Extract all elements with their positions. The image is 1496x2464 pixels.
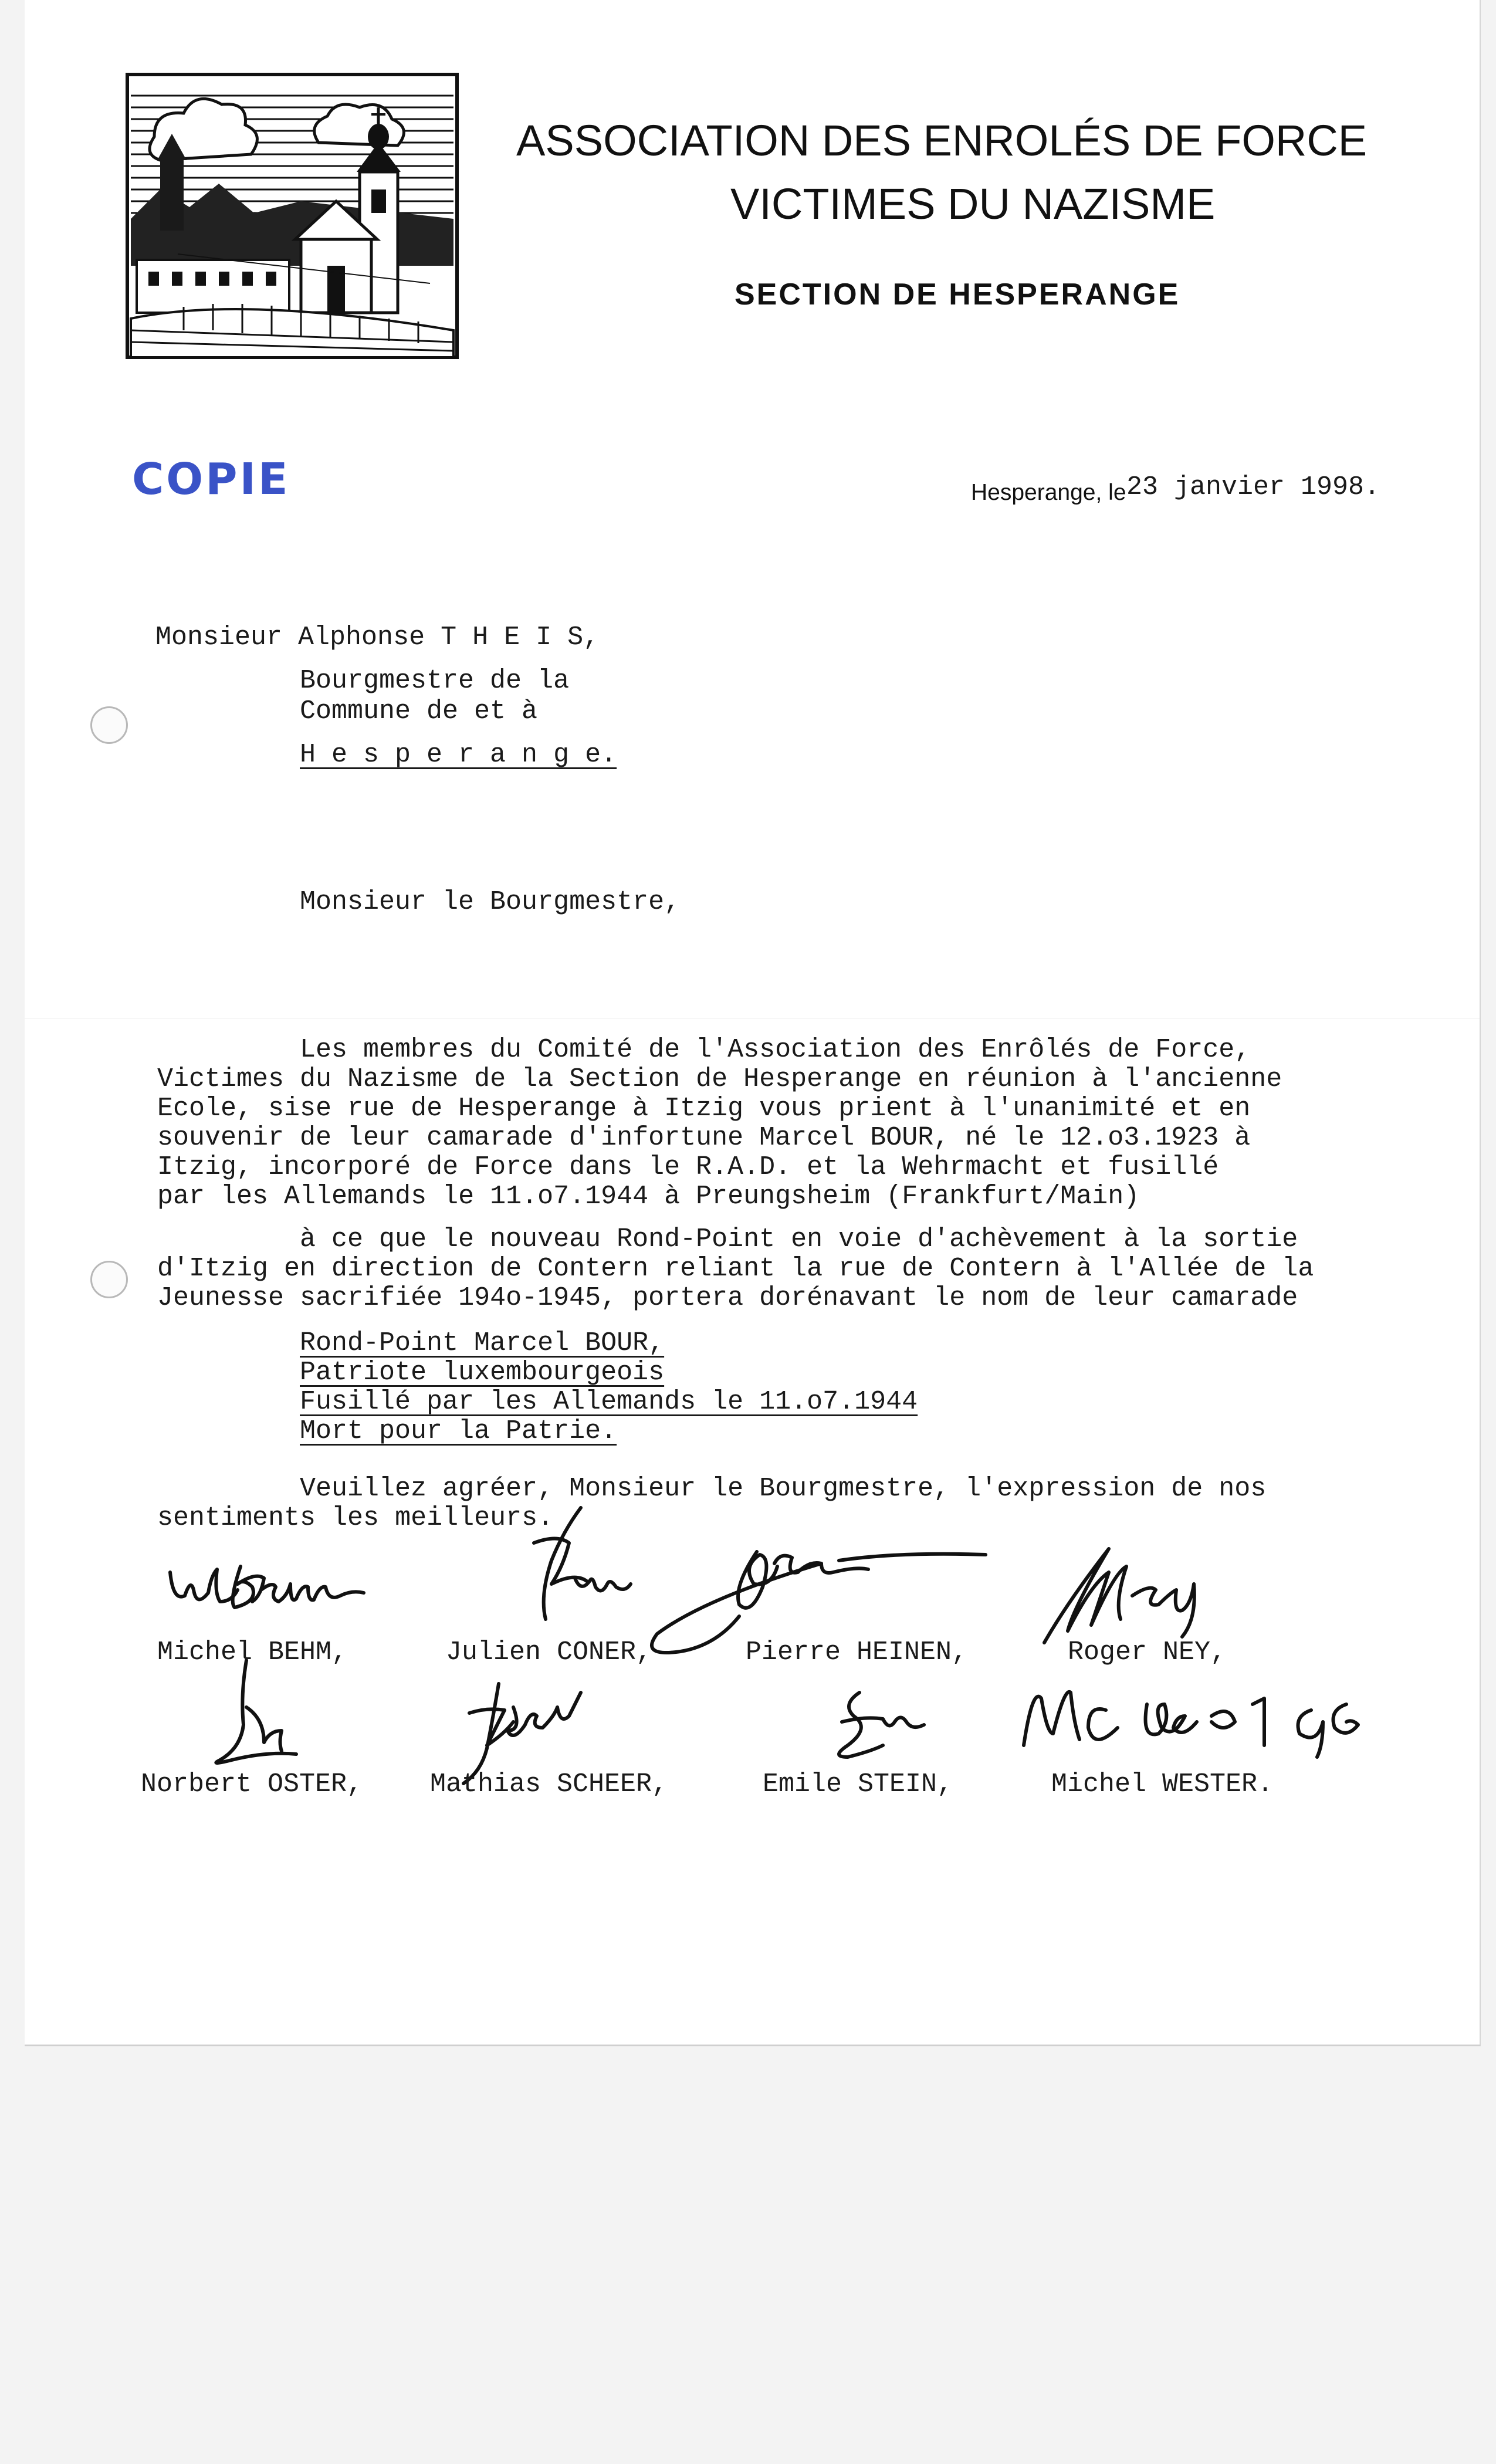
letterhead-logo xyxy=(125,72,459,360)
body-para1-line: Itzig, incorporé de Force dans le R.A.D. et la Wehrmacht et fusillé xyxy=(157,1152,1219,1182)
body-para2-line: à ce que le nouveau Rond-Point en voie d'achèvement à la sortie xyxy=(300,1224,1298,1254)
recipient-title-2: Commune de et à xyxy=(300,696,538,726)
body-para1-line: Victimes du Nazisme de la Section de Hesperange en réunion à l'ancienne xyxy=(157,1064,1282,1094)
copy-stamp: COPIE xyxy=(132,454,290,505)
letterhead-line-1: ASSOCIATION DES ENROLÉS DE FORCE xyxy=(516,116,1368,165)
signatory-name: Pierre HEINEN, xyxy=(746,1637,968,1667)
signatory-name: Michel BEHM, xyxy=(157,1637,348,1667)
signatory-name: Emile STEIN, xyxy=(763,1769,953,1799)
letterhead-line-2: VICTIMES DU NAZISME xyxy=(730,180,1216,228)
signatory-name: Julien CONER, xyxy=(446,1637,652,1667)
signatory-name: Norbert OSTER, xyxy=(141,1769,363,1799)
inscription-line: Patriote luxembourgeois xyxy=(300,1358,665,1387)
body-para1-line: Les membres du Comité de l'Association des Enrôlés de Force, xyxy=(300,1035,1251,1065)
signature-wester xyxy=(1018,1681,1417,1763)
signatory-name: Roger NEY, xyxy=(1068,1637,1227,1667)
body-para1-line: par les Allemands le 11.o7.1944 à Preungsheim (Frankfurt/Main) xyxy=(157,1182,1140,1211)
signature-ney xyxy=(1033,1537,1255,1654)
signatory-name: Michel WESTER. xyxy=(1051,1769,1274,1799)
body-para1-line: souvenir de leur camarade d'infortune Marcel BOUR, né le 12.o3.1923 à xyxy=(157,1123,1251,1153)
signatory-name: Mathias SCHEER, xyxy=(430,1769,668,1799)
recipient-title-1: Bourgmestre de la xyxy=(300,666,570,696)
recipient-name: Monsieur Alphonse T H E I S, xyxy=(155,622,600,652)
inscription-line: Rond-Point Marcel BOUR, xyxy=(300,1328,665,1358)
signature-oster xyxy=(199,1654,317,1778)
body-para2-line: Jeunesse sacrifiée 194o-1945, portera dorénavant le nom de leur camarade xyxy=(157,1283,1298,1313)
punch-hole-top xyxy=(90,706,128,744)
inscription-line: Mort pour la Patrie. xyxy=(300,1416,617,1446)
body-para1-line: Ecole, sise rue de Hesperange à Itzig vous prient à l'unanimité et en xyxy=(157,1094,1251,1123)
salutation: Monsieur le Bourgmestre, xyxy=(300,887,681,917)
inscription-line: Fusillé par les Allemands le 11.o7.1944 xyxy=(300,1387,918,1417)
signature-coner xyxy=(499,1502,663,1643)
date-place: Hesperange, le xyxy=(971,480,1126,505)
letterhead-section: SECTION DE HESPERANGE xyxy=(735,277,1180,312)
date-value: 23 janvier 1998. xyxy=(1126,472,1380,502)
closing-line: sentiments les meilleurs. xyxy=(157,1503,554,1533)
signature-behm xyxy=(158,1549,417,1625)
body-para2-line: d'Itzig en direction de Contern reliant la rue de Contern à l'Allée de la xyxy=(157,1254,1314,1284)
signature-stein xyxy=(818,1687,936,1781)
recipient-town: H e s p e r a n g e. xyxy=(300,740,617,770)
punch-hole-bottom xyxy=(90,1261,128,1298)
closing-line: Veuillez agréer, Monsieur le Bourgmestre, l'expression de nos xyxy=(300,1474,1267,1504)
